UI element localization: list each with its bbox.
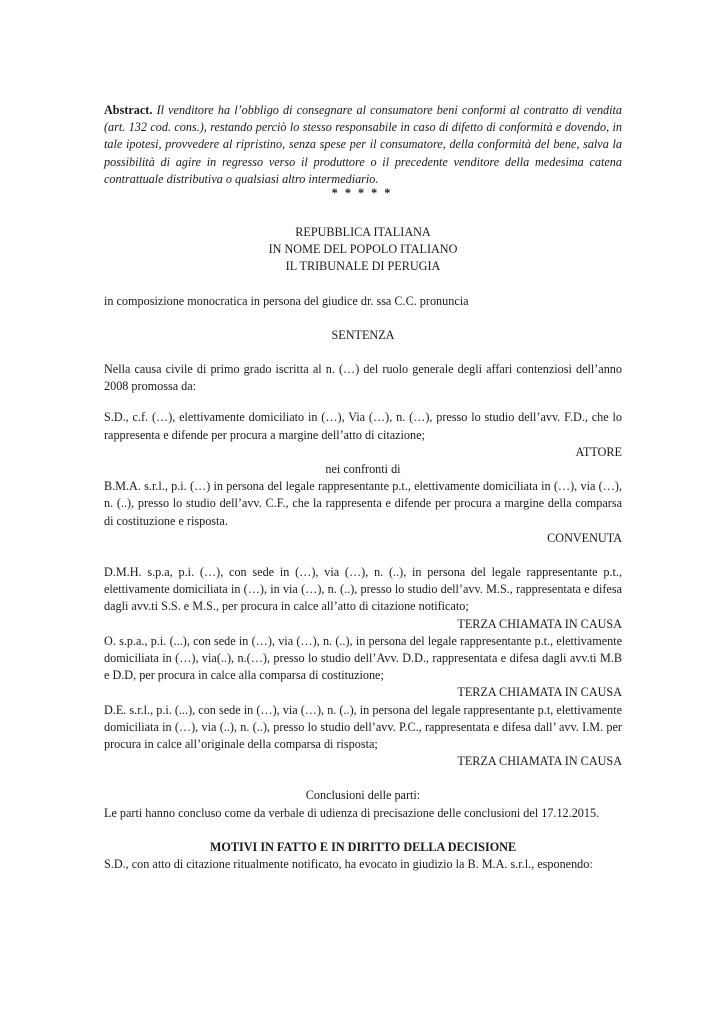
terza-role-3: TERZA CHIAMATA IN CAUSA [457,754,622,769]
intro-paragraph: Nella causa civile di primo grado iscritta al n. (…) del ruolo generale degli affari contenziosi dell’anno 2008 promossa da: [104,362,622,394]
attore-role: ATTORE [575,444,622,459]
nei-confronti-line: nei confronti di [325,462,401,477]
terza-role-1: TERZA CHIAMATA IN CAUSA [457,616,622,631]
header-court: IL TRIBUNALE DI PERUGIA [285,259,441,274]
motivi-heading: MOTIVI IN FATTO E IN DIRITTO DELLA DECISIONE [209,839,517,854]
abstract-paragraph [104,102,622,188]
section-separator: * * * * * [331,186,393,200]
sentenza-heading: SENTENZA [331,327,395,342]
conclusioni-heading: Conclusioni delle parti: [305,788,421,803]
terza-paragraph-3: D.E. s.r.l., p.i. (...), con sede in (…), via (…), n. (..), in persona del legale rappresentante p.t, elettivamente domiciliata in (…), via (..), n. (..), presso lo studio dell’avv. P.C., rappresentata e difesa dall’ avv. I.M. per procura in calce all’originale della comparsa di risposta; [104,702,622,752]
motivi-paragraph: S.D., con atto di citazione ritualmente notificato, ha evocato in giudizio la B. M.A. s.r.l., esponendo: [104,857,593,872]
convenuta-paragraph: B.M.A. s.r.l., p.i. (…) in persona del legale rappresentante p.t., elettivamente domiciliata in (…), via (…), n. (..), presso lo studio dell’avv. C.F., che la rappresenta e difende per procura a margine della comparsa di costituzione e risposta. [104,479,622,528]
document-body [104,224,622,873]
composition-line: in composizione monocratica in persona del giudice dr. ssa C.C. pronuncia [104,293,469,308]
abstract-text: Il venditore ha l’obbligo di consegnare al consumatore beni conformi al contratto di vendita (art. 132 cod. cons.), restando perciò lo stesso responsabile in caso di difetto di conformità e dovendo, in tale ipotesi, provvedere al ripristino, senza spese per il consumatore, della conformità del bene, salva la possibilità di agire in regresso verso il produttore o il precedente venditore della medesima catena contrattuale distributiva o qualsiasi altro intermediario. [104,103,622,186]
terza-role-2: TERZA CHIAMATA IN CAUSA [457,685,622,700]
convenuta-role: CONVENUTA [547,530,622,545]
attore-paragraph: S.D., c.f. (…), elettivamente domiciliato in (…), Via (…), n. (…), presso lo studio dell’avv. F.D., che lo rappresenta e difende per procura a margine dell’atto di citazione; [104,410,622,442]
header-people: IN NOME DEL POPOLO ITALIANO [268,242,458,257]
terza-paragraph-2: O. s.p.a., p.i. (...), con sede in (…), via (…), n. (..), in persona del legale rappresentante p.t., elettivamente domiciliata in (…), via(..), n.(…), presso lo studio dell’Avv. D.D., rappresentata e difesa dagli avv.ti M.B e D.D, per procura in calce alla comparsa di costituzione; [104,633,622,683]
conclusioni-paragraph: Le parti hanno concluso come da verbale di udienza di precisazione delle conclusioni del 17.12.2015. [104,805,600,820]
header-republic: REPUBBLICA ITALIANA [295,225,431,239]
terza-paragraph-1: D.M.H. s.p.a, p.i. (…), con sede in (…), via (…), n. (..), in persona del legale rappresentante p.t., elettivamente domiciliata in (…), in via (…), n. (..), presso lo studio dell’avv. M.S., rappresentata e difesa dagli avv.ti S.S. e M.S., per procura in calce all’atto di citazione notificato; [104,565,622,614]
abstract-lead: Abstract. [104,103,153,117]
